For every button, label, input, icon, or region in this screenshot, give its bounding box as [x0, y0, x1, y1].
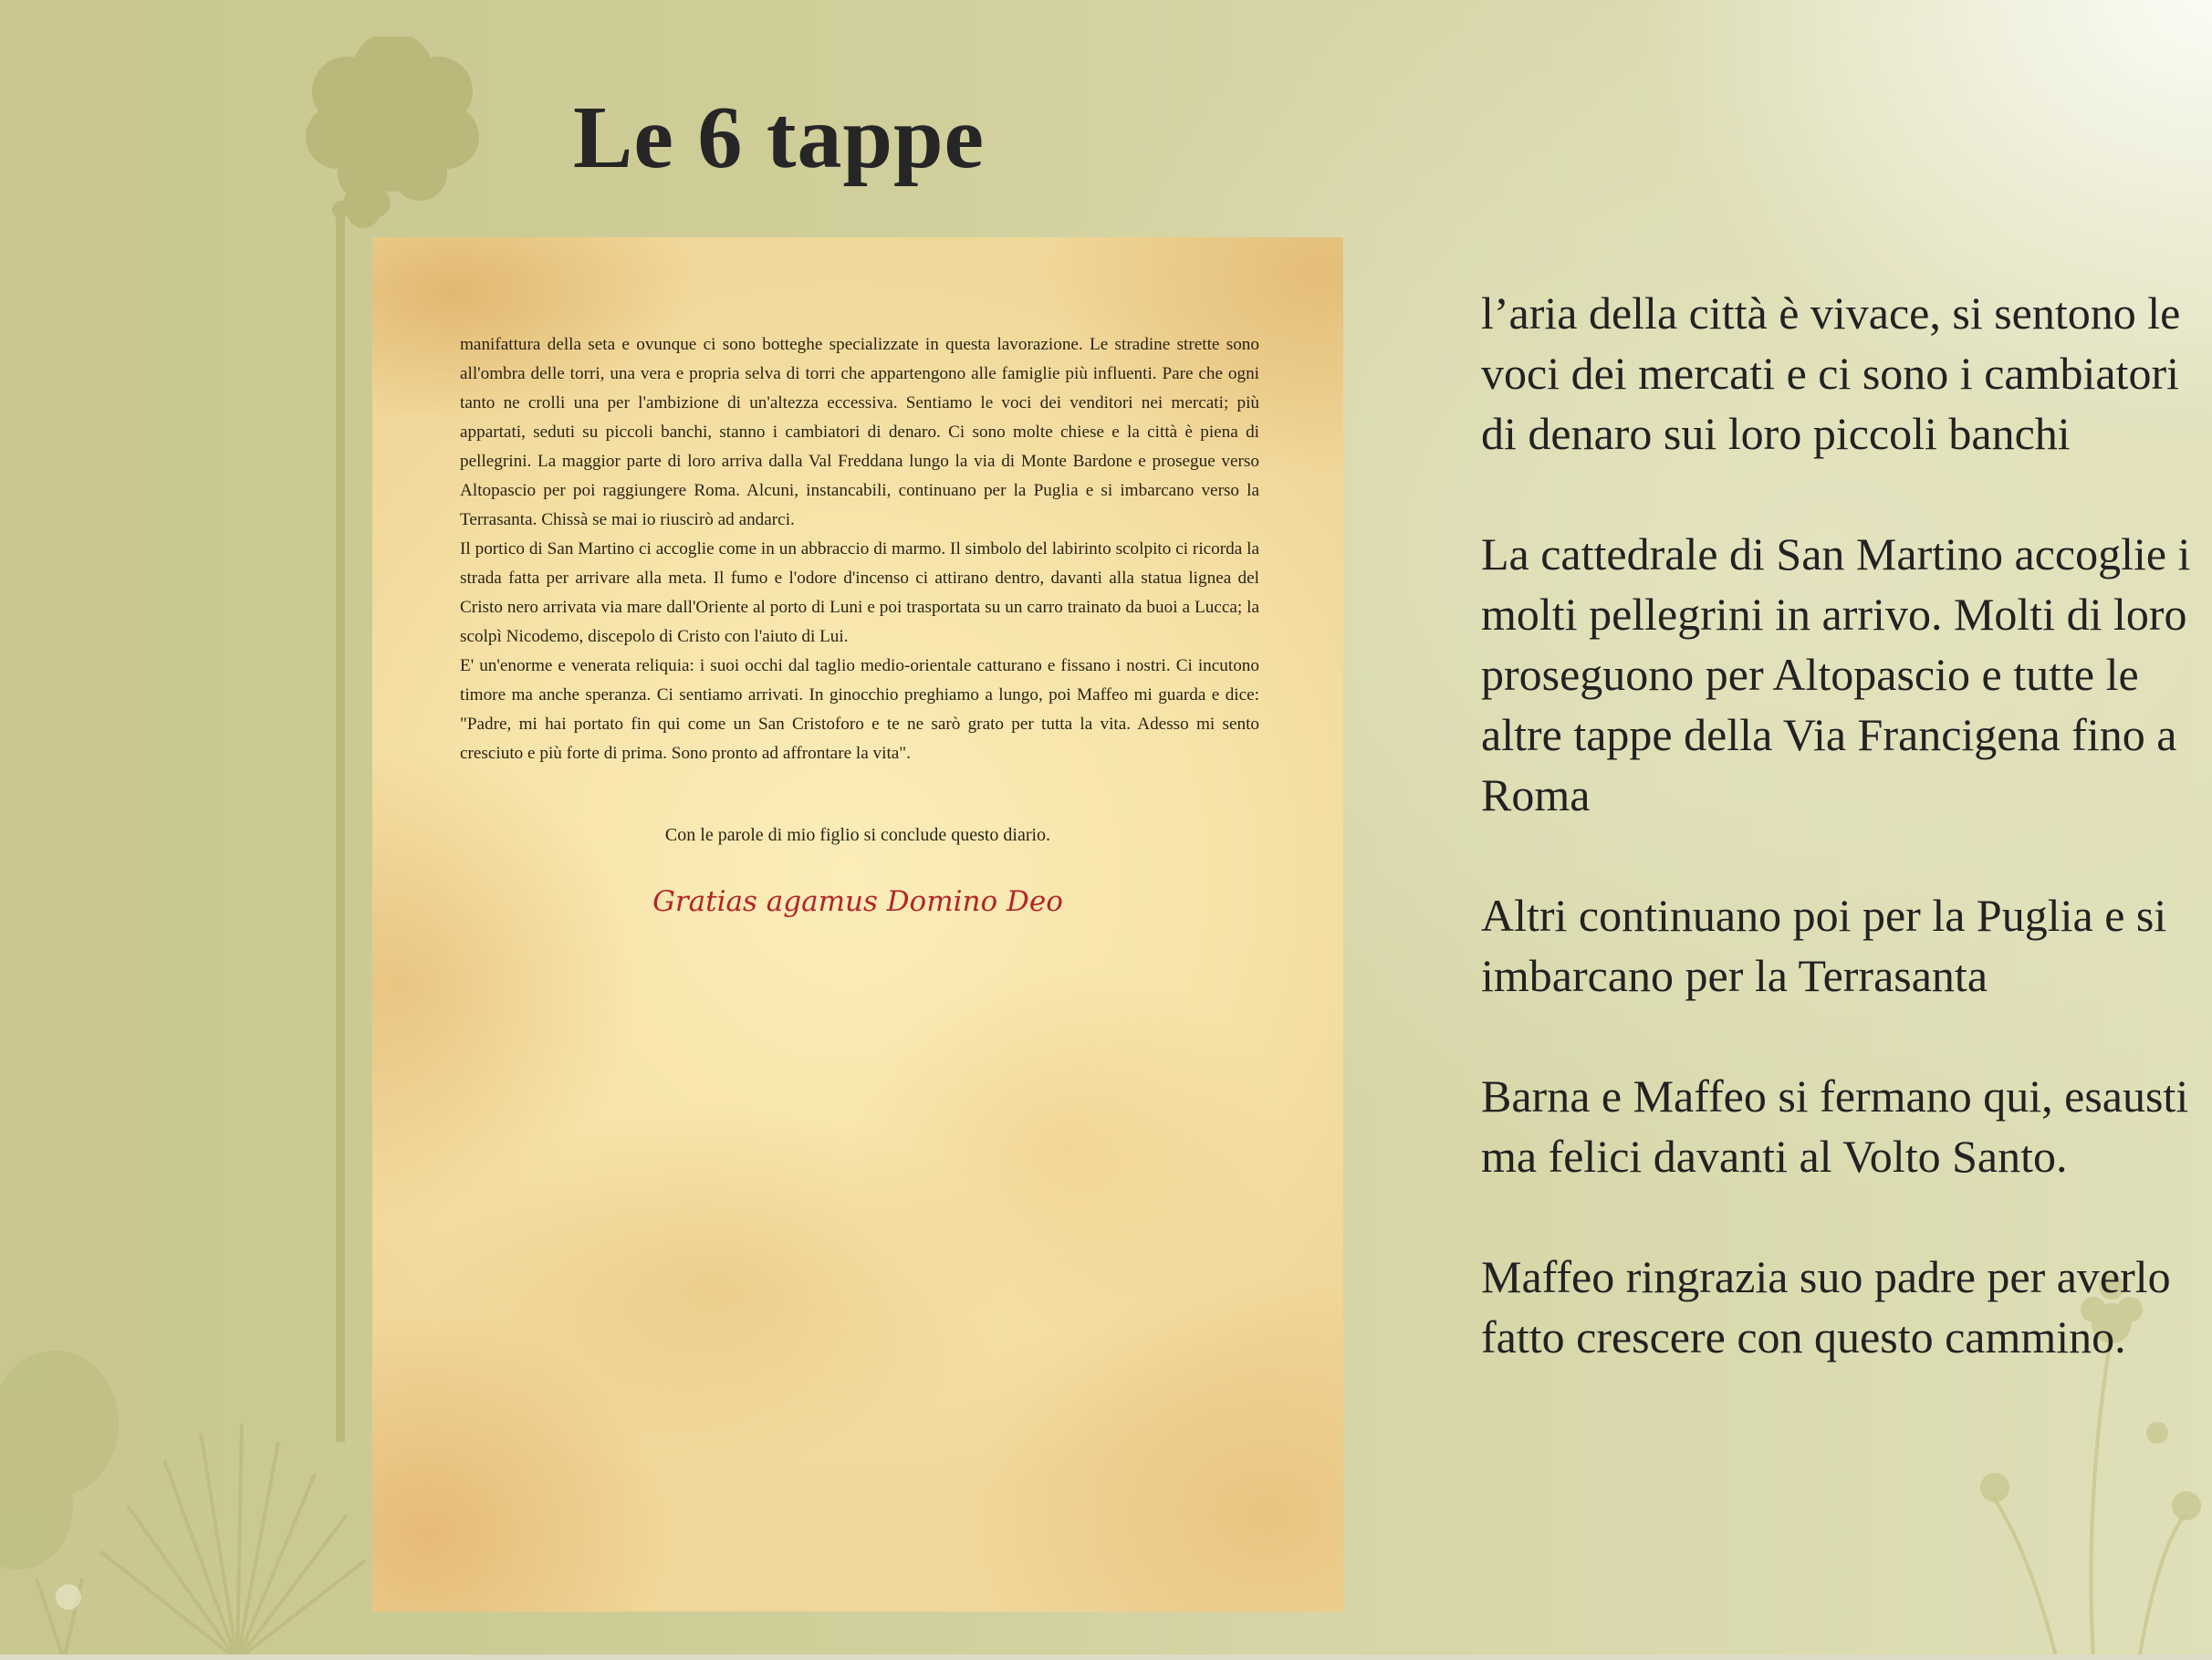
- narrative-column: [1481, 283, 2193, 1427]
- bottom-divider: [0, 1655, 2212, 1660]
- diary-page: [372, 237, 1343, 1612]
- narrative-paragraph: Altri continuano poi per la Puglia e si imbarcano per la Terrasanta: [1481, 890, 2167, 1001]
- diary-gratias: Gratias agamus Domino Deo: [652, 885, 1063, 918]
- narrative-paragraph: La cattedrale di San Martino accoglie i molti pellegrini in arrivo. Molti di loro proseguono per Altopascio e tutte le altre tappe della Via Francigena fino a Roma: [1481, 528, 2191, 820]
- narrative-paragraph: l’aria della città è vivace, si sentono le voci dei mercati e ci sono i cambiatori di denaro sui loro piccoli banchi: [1481, 287, 2181, 459]
- diary-closing: Con le parole di mio figlio si conclude questo diario.: [664, 825, 1051, 845]
- diary-paragraph: E' un'enorme e venerata reliquia: i suoi occhi dal taglio medio-orientale catturano e fissano i nostri. Ci incutono timore ma anche speranza. Ci sentiamo arrivati. In ginocchio preghiamo a lungo, poi Maffeo mi guarda e dice: "Padre, mi hai portato fin qui come un San Cristoforo e te ne sarò grato per tutta la vita. Adesso mi sento cresciuto e più forte di prima. Sono pronto ad affrontare la vita".: [460, 656, 1259, 763]
- diary-paragraph: manifattura della seta e ovunque ci sono botteghe specializzate in questa lavorazione. Le stradine strette sono all'ombra delle torri, una vera e propria selva di torri che appartengono alle famiglie più influenti. Pare che ogni tanto ne crolli una per l'ambizione di un'altezza eccessiva. Sentiamo le voci dei venditori nei mercati; più appartati, seduti su piccoli banchi, stanno i cambiatori di denaro. Ci sono molte chiese e la città è piena di pellegrini. La maggior parte di loro arriva dalla Val Freddana lungo la via di Monte Bardone e prosegue verso Altopascio per poi raggiungere Roma. Alcuni, instancabili, continuano per la Puglia e si imbarcano verso la Terrasanta. Chissà se mai io riuscirò ad andarci.: [460, 335, 1259, 529]
- diary-paragraph: Il portico di San Martino ci accoglie come in un abbraccio di marmo. Il simbolo del labirinto scolpito ci ricorda la strada fatta per arrivare alla meta. Il fumo e l'odore d'incenso ci attirano dentro, davanti alla statua lignea del Cristo nero arrivata via mare dall'Oriente al porto di Luni e poi trasportata su un carro trainato da buoi a Lucca; la scolpì Nicodemo, discepolo di Cristo con l'aiuto di Lui.: [460, 539, 1259, 646]
- diary-text: [460, 330, 1259, 768]
- slide-title: Le 6 tappe: [573, 89, 985, 187]
- narrative-paragraph: Maffeo ringrazia suo padre per averlo fatto crescere con questo cammino.: [1481, 1251, 2171, 1362]
- narrative-paragraph: Barna e Maffeo si fermano qui, esausti ma felici davanti al Volto Santo.: [1481, 1070, 2189, 1182]
